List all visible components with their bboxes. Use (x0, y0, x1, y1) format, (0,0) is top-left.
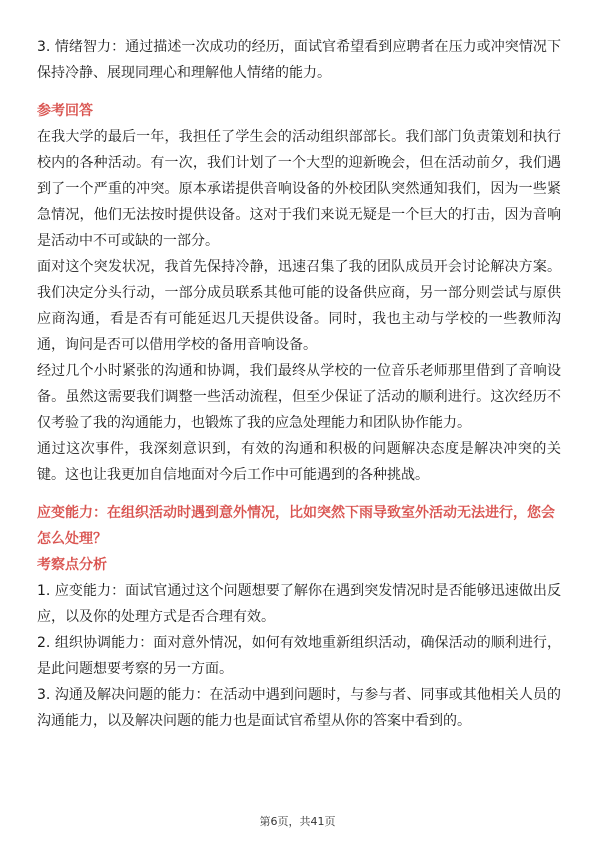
interview-question: 应变能力：在组织活动时遇到意外情况，比如突然下雨导致室外活动无法进行，您会怎么处理？ (37, 505, 555, 547)
reference-answer-heading: 参考回答 (37, 103, 93, 119)
analysis-point: 3. 沟通及解决问题的能力：在活动中遇到问题时，与参与者、同事或其他相关人员的沟通能力，以及解决问题的能力也是面试官希望从你的答案中看到的。 (37, 687, 561, 729)
answer-paragraph: 经过几个小时紧张的沟通和协调，我们最终从学校的一位音乐老师那里借到了音响设备。虽然这需要我们调整一些活动流程，但至少保证了活动的顺利进行。这次经历不仅考验了我的沟通能力，也锻炼了我的应急处理能力和团队协作能力。 (37, 363, 561, 431)
analysis-point: 1. 应变能力：面试官通过这个问题想要了解你在遇到突发情况时是否能够迅速做出反应，以及你的处理方式是否合理有效。 (37, 583, 561, 625)
analysis-heading: 考察点分析 (37, 557, 107, 573)
evaluation-point-3: 3. 情绪智力：通过描述一次成功的经历，面试官希望看到应聘者在压力或冲突情况下保持冷静、展现同理心和理解他人情绪的能力。 (37, 39, 561, 81)
analysis-point: 2. 组织协调能力：面对意外情况，如何有效地重新组织活动，确保活动的顺利进行，是此问题想要考察的另一方面。 (37, 635, 561, 677)
answer-paragraph: 通过这次事件，我深刻意识到，有效的沟通和积极的问题解决态度是解决冲突的关键。这也让我更加自信地面对今后工作中可能遇到的各种挑战。 (37, 441, 561, 483)
page-number: 第6页，共41页 (259, 815, 336, 828)
answer-paragraph: 面对这个突发状况，我首先保持冷静，迅速召集了我的团队成员开会讨论解决方案。我们决定分头行动，一部分成员联系其他可能的设备供应商，另一部分则尝试与原供应商沟通，看是否有可能延迟几天提供设备。同时，我也主动与学校的一些教师沟通，询问是否可以借用学校的备用音响设备。 (37, 259, 561, 353)
document-body (37, 34, 561, 734)
answer-paragraph: 在我大学的最后一年，我担任了学生会的活动组织部部长。我们部门负责策划和执行校内的各种活动。有一次，我们计划了一个大型的迎新晚会，但在活动前夕，我们遇到了一个严重的冲突。原本承诺提供音响设备的外校团队突然通知我们，因为一些紧急情况，他们无法按时提供设备。这对于我们来说无疑是一个巨大的打击，因为音响是活动中不可或缺的一部分。 (37, 129, 561, 249)
